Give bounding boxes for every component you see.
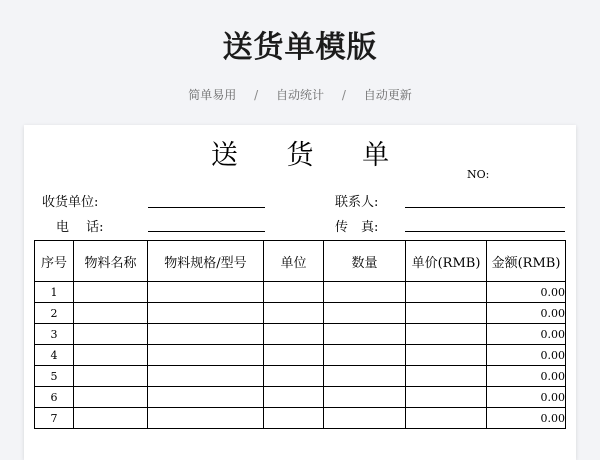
unit-cell[interactable]	[264, 324, 324, 345]
table-row	[35, 408, 566, 429]
table-row	[35, 303, 566, 324]
spec-cell[interactable]	[148, 303, 264, 324]
material-name-cell[interactable]	[74, 408, 148, 429]
page-title: 送货单模版	[222, 30, 378, 65]
quantity-cell[interactable]	[324, 366, 406, 387]
table-row	[35, 282, 566, 303]
material-name-cell[interactable]	[74, 345, 148, 366]
quantity-cell[interactable]	[324, 282, 406, 303]
table-row	[35, 366, 566, 387]
unit-price-cell[interactable]	[406, 282, 487, 303]
row-seq: 7	[35, 408, 74, 429]
receiver-field[interactable]	[148, 207, 265, 208]
unit-cell[interactable]	[264, 366, 324, 387]
feature-tags	[0, 86, 600, 103]
row-seq: 6	[35, 387, 74, 408]
unit-cell[interactable]	[264, 345, 324, 366]
col-header-unit-price: 单价(RMB)	[406, 241, 487, 282]
material-name-cell[interactable]	[74, 282, 148, 303]
items-table	[34, 240, 566, 429]
delivery-note-title: 送 货 单	[210, 140, 410, 171]
contact-label: 联系人:	[335, 195, 379, 210]
number-label: NO:	[467, 168, 490, 181]
spec-cell[interactable]	[148, 408, 264, 429]
spec-cell[interactable]	[148, 345, 264, 366]
unit-cell[interactable]	[264, 282, 324, 303]
amount-cell: 0.00	[487, 324, 566, 345]
phone-field[interactable]	[148, 231, 265, 232]
quantity-cell[interactable]	[324, 408, 406, 429]
amount-cell: 0.00	[487, 387, 566, 408]
feature-tag-easy: 简单易用	[188, 88, 237, 102]
col-header-material-name: 物料名称	[74, 241, 148, 282]
unit-cell[interactable]	[264, 303, 324, 324]
unit-price-cell[interactable]	[406, 303, 487, 324]
amount-cell: 0.00	[487, 366, 566, 387]
material-name-cell[interactable]	[74, 303, 148, 324]
unit-price-cell[interactable]	[406, 408, 487, 429]
tag-separator: /	[341, 88, 346, 102]
unit-price-cell[interactable]	[406, 324, 487, 345]
col-header-seq: 序号	[35, 241, 74, 282]
quantity-cell[interactable]	[324, 303, 406, 324]
amount-cell: 0.00	[487, 345, 566, 366]
unit-cell[interactable]	[264, 387, 324, 408]
unit-price-cell[interactable]	[406, 387, 487, 408]
quantity-cell[interactable]	[324, 387, 406, 408]
row-seq: 3	[35, 324, 74, 345]
receiver-label: 收货单位:	[42, 195, 99, 210]
fax-label: 传 真:	[335, 220, 379, 235]
spec-cell[interactable]	[148, 324, 264, 345]
table-row	[35, 387, 566, 408]
material-name-cell[interactable]	[74, 387, 148, 408]
col-header-spec: 物料规格/型号	[148, 241, 264, 282]
amount-cell: 0.00	[487, 282, 566, 303]
row-seq: 2	[35, 303, 74, 324]
spec-cell[interactable]	[148, 366, 264, 387]
col-header-amount: 金额(RMB)	[487, 241, 566, 282]
phone-label: 电 话:	[56, 220, 104, 235]
row-seq: 4	[35, 345, 74, 366]
unit-cell[interactable]	[264, 408, 324, 429]
tag-separator: /	[254, 88, 259, 102]
feature-tag-stats: 自动统计	[275, 88, 324, 102]
unit-price-cell[interactable]	[406, 345, 487, 366]
amount-cell: 0.00	[487, 303, 566, 324]
spec-cell[interactable]	[148, 387, 264, 408]
unit-price-cell[interactable]	[406, 366, 487, 387]
material-name-cell[interactable]	[74, 324, 148, 345]
feature-tag-update: 自动更新	[363, 88, 412, 102]
quantity-cell[interactable]	[324, 345, 406, 366]
spec-cell[interactable]	[148, 282, 264, 303]
amount-cell: 0.00	[487, 408, 566, 429]
table-row	[35, 324, 566, 345]
table-header-row	[35, 241, 566, 282]
delivery-note-sheet	[24, 125, 576, 460]
fax-field[interactable]	[405, 231, 565, 232]
material-name-cell[interactable]	[74, 366, 148, 387]
quantity-cell[interactable]	[324, 324, 406, 345]
row-seq: 5	[35, 366, 74, 387]
row-seq: 1	[35, 282, 74, 303]
contact-field[interactable]	[405, 207, 565, 208]
col-header-quantity: 数量	[324, 241, 406, 282]
table-row	[35, 345, 566, 366]
col-header-unit: 单位	[264, 241, 324, 282]
